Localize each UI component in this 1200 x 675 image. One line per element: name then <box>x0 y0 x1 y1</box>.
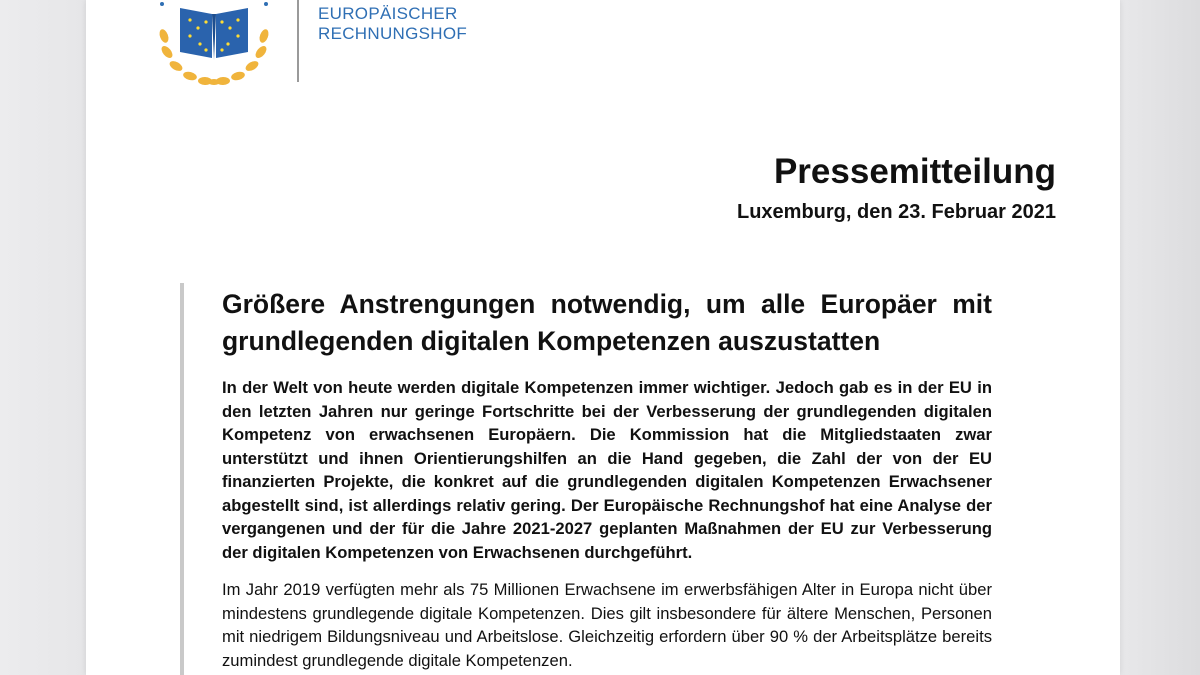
article-headline: Größere Anstrengungen notwendig, um alle Europäer mit grundlegenden digitalen Kompetenzen auszustatten <box>222 289 992 356</box>
org-name <box>318 4 467 44</box>
eca-logo-icon <box>150 0 278 88</box>
article-side-rule <box>180 283 184 675</box>
article-content <box>222 286 992 672</box>
press-release-label: Pressemitteilung <box>773 152 1056 191</box>
article-paragraph: Im Jahr 2019 verfügten mehr als 75 Millionen Erwachsene im erwerbsfähigen Alter in Europa nicht über mindestens grundlegende digitale Kompetenzen. Dies gilt insbesondere für ältere Menschen, Personen mit niedrigem Bildungsniveau und Arbeitslose. Gleichzeitig erfordern über 90 % der Arbeitsplätze bereits zumindest grundlegende digitale Kompetenzen. <box>222 580 992 670</box>
logo-divider <box>297 0 299 82</box>
article-lead: In der Welt von heute werden digitale Kompetenzen immer wichtiger. Jedoch gab es in der EU in den letzten Jahren nur geringe Fortschritte bei der Verbesserung der grundlegenden digitalen Kompetenz von erwachsenen Europäern. Die Kommission hat die Mitgliedstaaten zwar unterstützt und ihnen Orientierungshilfen an die Hand gegeben, die Zahl der von der EU finanzierten Projekte, die konkret auf die grundlegenden digitalen Kompetenzen Erwachsener abgestellt sind, ist allerdings relativ gering. Der Europäische Rechnungshof hat eine Analyse der vergangenen und der für die Jahre 2021-2027 geplanten Maßnahmen der EU zur Verbesserung der digitalen Kompetenzen von Erwachsenen durchgeführt. <box>222 378 992 562</box>
org-name-line1: EUROPÄISCHER <box>318 4 458 23</box>
document-page <box>86 0 1120 675</box>
background-left <box>0 0 86 675</box>
background-right <box>1120 0 1200 675</box>
press-release-dateline: Luxemburg, den 23. Februar 2021 <box>737 201 1056 223</box>
org-name-line2: RECHNUNGSHOF <box>318 24 468 43</box>
